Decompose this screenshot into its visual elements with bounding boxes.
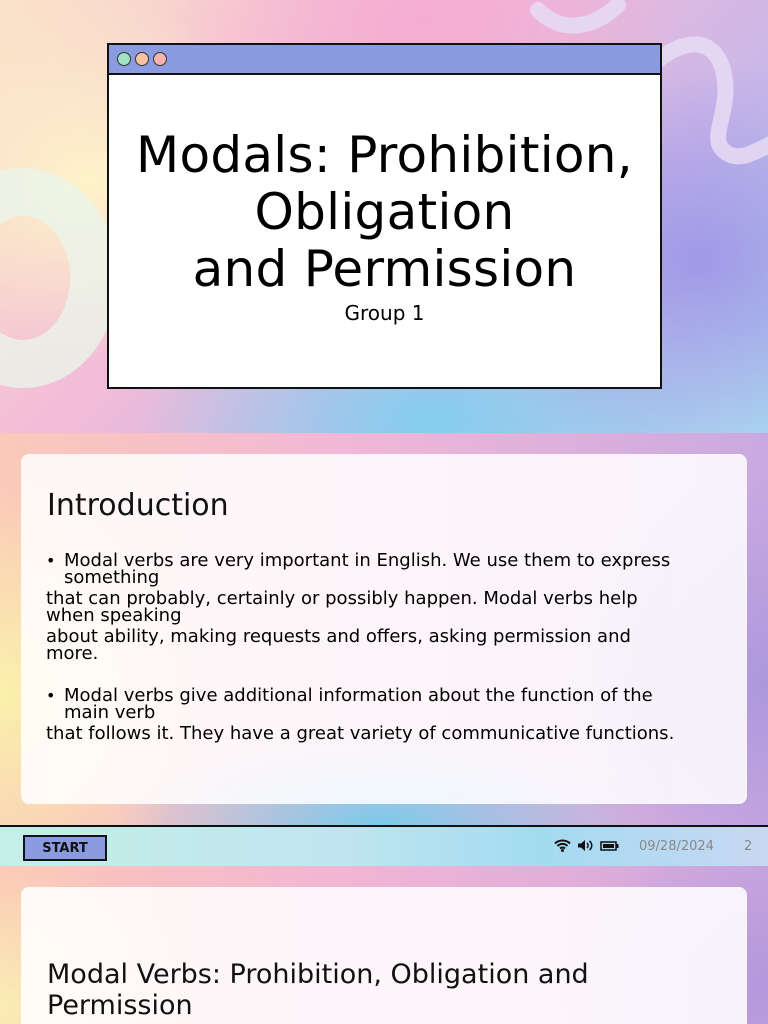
slide-title-line-2: Obligation bbox=[254, 183, 515, 241]
bullet-text-line: when speaking bbox=[46, 605, 182, 626]
modal-verbs-card bbox=[21, 887, 747, 1024]
slide-title-line-1: Modals: Prohibition, bbox=[136, 126, 633, 184]
bullet-item bbox=[46, 687, 736, 743]
battery-icon[interactable] bbox=[600, 839, 619, 852]
introduction-slide bbox=[0, 433, 768, 825]
heading-line-1: Modal Verbs: Prohibition, Obligation and bbox=[47, 959, 589, 990]
bullet-dot-icon: • bbox=[46, 551, 56, 570]
bullet-dot-icon: • bbox=[46, 686, 56, 705]
modal-verbs-slide bbox=[0, 866, 768, 1024]
system-tray bbox=[554, 839, 619, 852]
bullet-text-line: more. bbox=[46, 643, 99, 664]
bullet-text-line: about ability, making requests and offers, asking permission and bbox=[46, 626, 631, 647]
introduction-card bbox=[21, 454, 747, 804]
bullet-item bbox=[46, 550, 736, 664]
title-slide bbox=[0, 0, 768, 433]
slide-number: 2 bbox=[744, 839, 753, 854]
bullet-text-line: main verb bbox=[64, 702, 156, 723]
window-title-bar bbox=[109, 45, 660, 75]
decorative-ring bbox=[0, 168, 118, 388]
modal-verbs-heading bbox=[47, 959, 589, 1021]
taskbar-date: 09/28/2024 bbox=[639, 839, 714, 854]
bullet-text-line: that can probably, certainly or possibly happen. Modal verbs help bbox=[46, 588, 638, 609]
window-dot-orange bbox=[135, 52, 149, 66]
introduction-heading: Introduction bbox=[47, 488, 229, 523]
window-dot-green bbox=[117, 52, 131, 66]
slide-subtitle: Group 1 bbox=[344, 301, 425, 325]
start-button[interactable]: START bbox=[23, 835, 107, 861]
taskbar bbox=[0, 825, 768, 866]
title-window bbox=[107, 43, 662, 389]
heading-line-2: Permission bbox=[47, 990, 193, 1021]
slide-title-line-3: and Permission bbox=[192, 240, 577, 298]
window-dot-red bbox=[153, 52, 167, 66]
bullet-text-line: Modal verbs give additional information about the function of the bbox=[64, 685, 653, 706]
bullet-text-line: that follows it. They have a great variety of communicative functions. bbox=[46, 723, 675, 744]
wifi-icon[interactable] bbox=[554, 839, 571, 852]
bullet-list bbox=[46, 552, 736, 765]
bullet-text-line: Modal verbs are very important in English. We use them to express bbox=[64, 550, 671, 571]
speaker-icon[interactable] bbox=[577, 839, 594, 852]
bullet-text-line: something bbox=[64, 567, 160, 588]
